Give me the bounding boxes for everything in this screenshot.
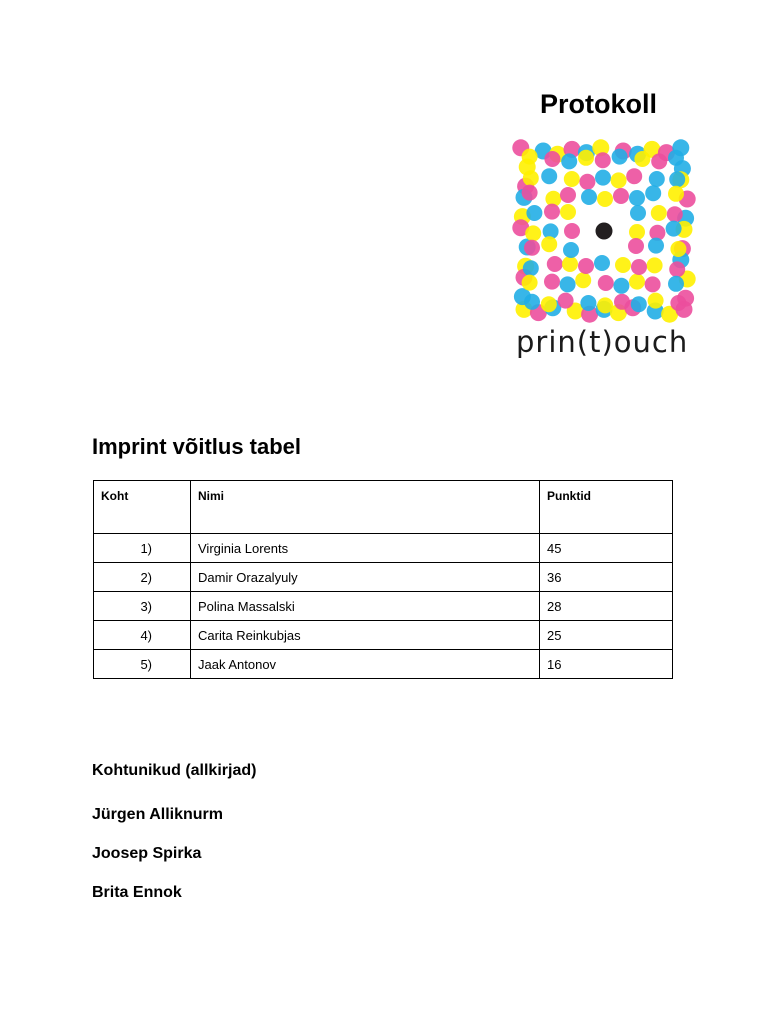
row-name: Virginia Lorents bbox=[191, 534, 540, 563]
logo-dot bbox=[541, 296, 557, 312]
logo-dot bbox=[613, 278, 629, 294]
logo-dot bbox=[523, 170, 539, 186]
table-row bbox=[94, 592, 673, 621]
logo-dot bbox=[668, 150, 684, 166]
table-header-row bbox=[94, 481, 673, 534]
logo-dot bbox=[578, 150, 594, 166]
logo-dot bbox=[522, 185, 538, 201]
logo-dot bbox=[597, 191, 613, 207]
logo-dot bbox=[630, 205, 646, 221]
logo-dot bbox=[597, 297, 613, 313]
logo-dot bbox=[547, 256, 563, 272]
table-heading: Imprint võitlus tabel bbox=[92, 434, 302, 459]
logo-dot bbox=[668, 276, 684, 292]
logo-dot bbox=[561, 153, 577, 169]
logo-dot bbox=[522, 275, 538, 291]
logo-wordmark: prin(t)ouch bbox=[516, 325, 689, 359]
logo-dot bbox=[594, 255, 610, 271]
row-place: 2) bbox=[94, 563, 191, 592]
row-place: 3) bbox=[94, 592, 191, 621]
table-row bbox=[94, 563, 673, 592]
logo-dot bbox=[651, 153, 667, 169]
logo-dot bbox=[629, 190, 645, 206]
logo-dot bbox=[670, 241, 686, 257]
logo-dot bbox=[544, 274, 560, 290]
logo-dot bbox=[558, 293, 574, 309]
row-name: Carita Reinkubjas bbox=[191, 621, 540, 650]
logo-dot bbox=[562, 256, 578, 272]
logo-dot bbox=[580, 295, 596, 311]
judge-signature: Joosep Spirka bbox=[92, 845, 202, 862]
logo-dot bbox=[666, 221, 682, 237]
logo-dot bbox=[563, 242, 579, 258]
logo-dot bbox=[645, 276, 661, 292]
logo-dot bbox=[669, 261, 685, 277]
logo-dot bbox=[541, 236, 557, 252]
row-name: Damir Orazalyuly bbox=[191, 563, 540, 592]
header-place: Koht bbox=[94, 481, 191, 534]
logo-dot bbox=[626, 168, 642, 184]
logo-dot bbox=[628, 238, 644, 254]
header-name: Nimi bbox=[191, 481, 540, 534]
logo-dot bbox=[560, 276, 576, 292]
row-points: 16 bbox=[540, 650, 673, 679]
logo-dot bbox=[614, 294, 630, 310]
logo-dot bbox=[522, 149, 538, 165]
page-title: Protokoll bbox=[540, 89, 658, 119]
row-place: 4) bbox=[94, 621, 191, 650]
logo-dot bbox=[564, 223, 580, 239]
logo-dot bbox=[564, 171, 580, 187]
logo-dot bbox=[615, 257, 631, 273]
logo-dot bbox=[649, 171, 665, 187]
logo-dot bbox=[544, 204, 560, 220]
logo-dot bbox=[525, 225, 541, 241]
logo-dot bbox=[648, 293, 664, 309]
judges-heading: Kohtunikud (allkirjad) bbox=[92, 762, 257, 779]
logo-dot bbox=[631, 259, 647, 275]
logo-dot bbox=[575, 272, 591, 288]
logo-dot bbox=[578, 258, 594, 274]
logo-dot bbox=[595, 152, 611, 168]
logo-center-dot bbox=[596, 223, 613, 240]
logo-dot bbox=[523, 260, 539, 276]
logo-dot bbox=[613, 188, 629, 204]
logo-dot bbox=[629, 224, 645, 240]
row-name: Jaak Antonov bbox=[191, 650, 540, 679]
logo-dot bbox=[524, 240, 540, 256]
row-points: 25 bbox=[540, 621, 673, 650]
row-place: 1) bbox=[94, 534, 191, 563]
logo-dot bbox=[647, 257, 663, 273]
logo-dot bbox=[634, 151, 650, 167]
logo-dot bbox=[581, 189, 597, 205]
logo-dot bbox=[611, 172, 627, 188]
logo-dot bbox=[579, 174, 595, 190]
logo-dot bbox=[669, 171, 685, 187]
row-name: Polina Massalski bbox=[191, 592, 540, 621]
table-row bbox=[94, 650, 673, 679]
row-points: 45 bbox=[540, 534, 673, 563]
table-row bbox=[94, 534, 673, 563]
logo-dot bbox=[524, 294, 540, 310]
logo-dot bbox=[560, 204, 576, 220]
row-points: 28 bbox=[540, 592, 673, 621]
logo-dot bbox=[631, 296, 647, 312]
logo-dot bbox=[645, 185, 661, 201]
logo-dot bbox=[629, 274, 645, 290]
judge-signature: Jürgen Alliknurm bbox=[92, 806, 223, 823]
score-table bbox=[93, 480, 673, 679]
logo-dot bbox=[598, 275, 614, 291]
logo-dot bbox=[612, 149, 628, 165]
logo-dot bbox=[651, 205, 667, 221]
logo-dot bbox=[648, 238, 664, 254]
logo-dot bbox=[670, 295, 686, 311]
judge-signature: Brita Ennok bbox=[92, 884, 182, 901]
logo-dot bbox=[544, 151, 560, 167]
logo-dot bbox=[541, 168, 557, 184]
row-place: 5) bbox=[94, 650, 191, 679]
logo-dot bbox=[668, 186, 684, 202]
logo-dot bbox=[595, 170, 611, 186]
logo-dot bbox=[560, 187, 576, 203]
logo-dot bbox=[526, 205, 542, 221]
table-row bbox=[94, 621, 673, 650]
logo-dot bbox=[667, 206, 683, 222]
header-points: Punktid bbox=[540, 481, 673, 534]
row-points: 36 bbox=[540, 563, 673, 592]
